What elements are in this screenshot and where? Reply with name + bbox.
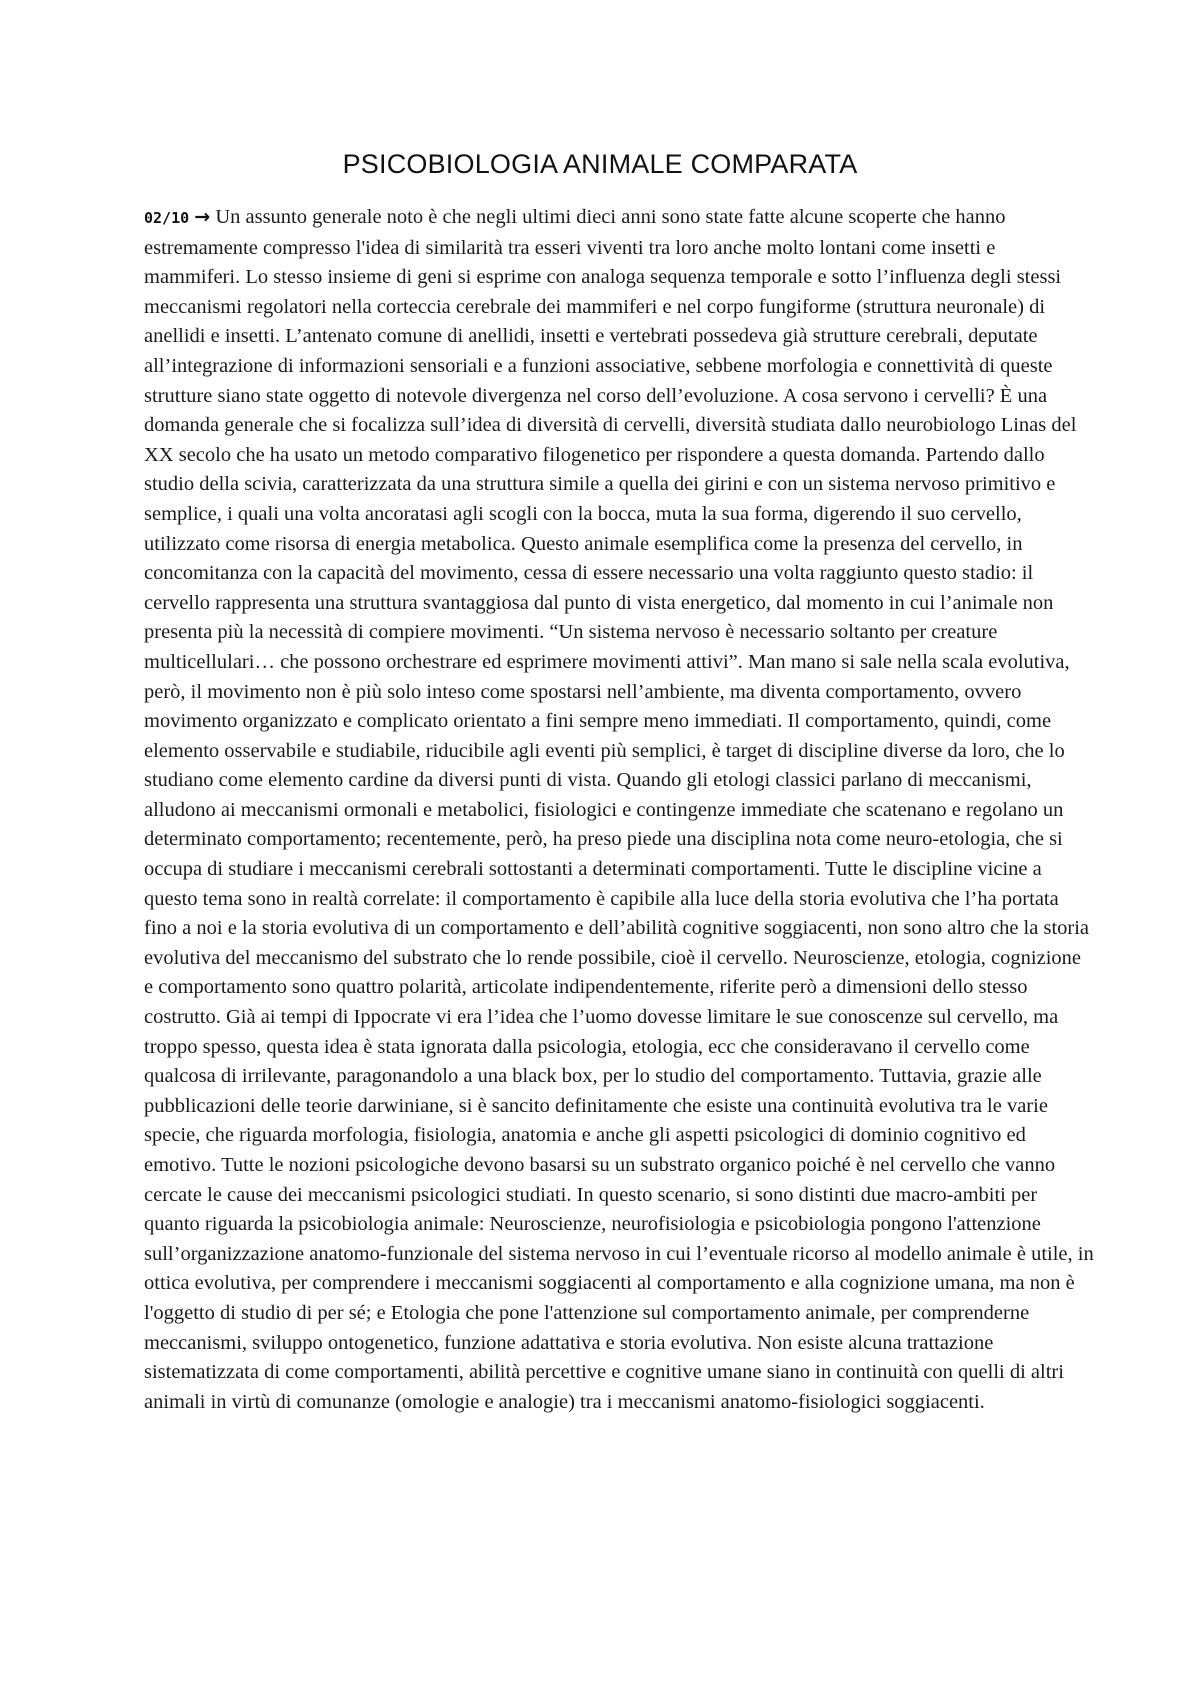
body-paragraph xyxy=(144,203,1094,1417)
paragraph-text: Un assunto generale noto è che negli ultimi dieci anni sono state fatte alcune scoperte che hanno estremamente compresso l'idea di similarità tra esseri viventi tra loro anche molto lontani come insetti e mammiferi. Lo stesso insieme di geni si esprime con analoga sequenza temporale e sotto l’influenza degli stessi meccanismi regolatori nella corteccia cerebrale dei mammiferi e nel corpo fungiforme (struttura neuronale) di anellidi e insetti. L’antenato comune di anellidi, insetti e vertebrati possedeva già strutture cerebrali, deputate all’integrazione di informazioni sensoriali e a funzioni associative, sebbene morfologia e connettività di queste strutture siano state oggetto di notevole divergenza nel corso dell’evoluzione. A cosa servono i cervelli? È una domanda generale che si focalizza sull’idea di diversità di cervelli, diversità studiata dallo neurobiologo Linas del XX secolo che ha usato un metodo comparativo filogenetico per rispondere a questa domanda. Partendo dallo studio della scivia, caratterizzata da una struttura simile a quella dei girini e con un sistema nervoso primitivo e semplice, i quali una volta ancoratasi agli scogli con la bocca, muta la sua forma, digerendo il suo cervello, utilizzato come risorsa di energia metabolica. Questo animale esemplifica come la presenza del cervello, in concomitanza con la capacità del movimento, cessa di essere necessario una volta raggiunto questo stadio: il cervello rappresenta una struttura svantaggiosa dal punto di vista energetico, dal momento in cui l’animale non presenta più la necessità di compiere movimenti. “Un sistema nervoso è necessario soltanto per creature multicellulari… che possono orchestrare ed esprimere movimenti attivi”. Man mano si sale nella scala evolutiva, però, il movimento non è più solo inteso come spostarsi nell’ambiente, ma diventa comportamento, ovvero movimento organizzato e complicato orientato a fini sempre meno immediati. Il comportamento, quindi, come elemento osservabile e studiabile, riducibile agli eventi più semplici, è target di discipline diverse da loro, che lo studiano come elemento cardine da diversi punti di vista. Quando gli etologi classici parlano di meccanismi, alludono ai meccanismi ormonali e metabolici, fisiologici e contingenze immediate che scatenano e regolano un determinato comportamento; recentemente, però, ha preso piede una disciplina nota come neuro-etologia, che si occupa di studiare i meccanismi cerebrali sottostanti a determinati comportamenti. Tutte le discipline vicine a questo tema sono in realtà correlate: il comportamento è capibile alla luce della storia evolutiva che l’ha portata fino a noi e la storia evolutiva di un comportamento e dell’abilità cognitive soggiacenti, non sono altro che la storia evolutiva del meccanismo del substrato che lo rende possibile, cioè il cervello. Neuroscienze, etologia, cognizione e comportamento sono quattro polarità, articolate indipendentemente, riferite però a dimensioni dello stesso costrutto. Già ai tempi di Ippocrate vi era l’idea che l’uomo dovesse limitare le sue conoscenze sul cervello, ma troppo spesso, questa idea è stata ignorata dalla psicologia, etologia, ecc che consideravano il cervello come qualcosa di irrilevante, paragonandolo a una black box, per lo studio del comportamento. Tuttavia, grazie alle pubblicazioni delle teorie darwiniane, si è sancito definitamente che esiste una continuità evolutiva tra le varie specie, che riguarda morfologia, fisiologia, anatomia e anche gli aspetti psicologici di dominio cognitivo ed emotivo. Tutte le nozioni psicologiche devono basarsi su un substrato organico poiché è nel cervello che vanno cercate le cause dei meccanismi psicologici studiati. In questo scenario, si sono distinti due macro-ambiti per quanto riguarda la psicobiologia animale: Neuroscienze, neurofisiologia e psicobiologia pongono l'attenzione sull’organizzazione anatomo-funzionale del sistema nervoso in cui l’eventuale ricorso al modello animale è utile, in ottica evolutiva, per comprendere i meccanismi soggiacenti al comportamento e alla cognizione umana, ma non è l'oggetto di studio di per sé; e Etologia che pone l'attenzione sul comportamento animale, per comprenderne meccanismi, sviluppo ontogenetico, funzione adattativa e storia evolutiva. Non esiste alcuna trattazione sistematizzata di come comportamenti, abilità percettive e cognitive umane siano in continuità con quelli di altri animali in virtù di comunanze (omologie e analogie) tra i meccanismi anatomo-fisiologici soggiacenti. xyxy=(144,206,1094,1413)
document-title: PSICOBIOLOGIA ANIMALE COMPARATA xyxy=(342,149,858,179)
arrow-right-icon: → xyxy=(194,206,211,228)
date-label: 02/10 xyxy=(144,209,190,227)
